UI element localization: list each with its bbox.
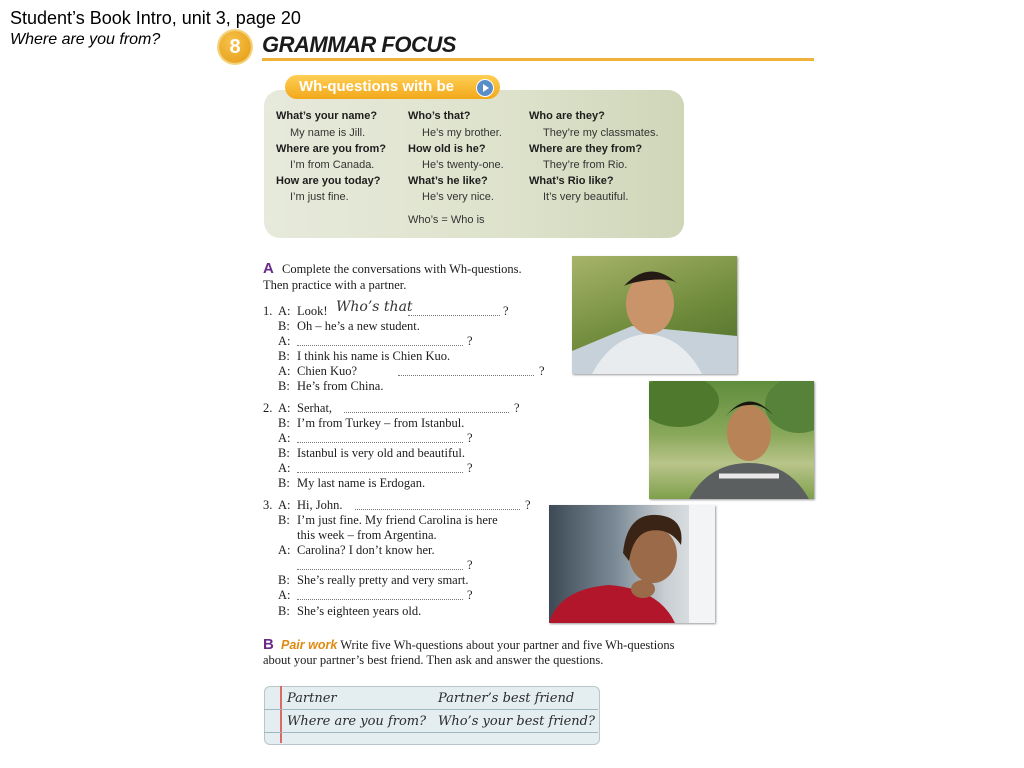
grammar-question: What’s he like?	[408, 175, 488, 187]
grammar-question: Where are you from?	[276, 143, 387, 155]
question-mark: ?	[503, 304, 509, 318]
notebook-margin-line	[280, 686, 282, 743]
dialogue-line: My last name is Erdogan.	[297, 476, 426, 490]
question-mark: ?	[467, 558, 473, 572]
answer-blank[interactable]	[297, 462, 463, 473]
dialogue-line: She’s really pretty and very smart.	[297, 573, 469, 587]
grammar-tab-label: Wh-questions with be	[285, 75, 500, 99]
section-number-badge: 8	[219, 31, 251, 63]
grammar-answer: He’s twenty-one.	[422, 159, 504, 171]
exercise-a-instruction: Then practice with a partner.	[263, 278, 407, 292]
conversation-number: 2.	[263, 401, 273, 415]
notebook-rule	[264, 709, 598, 710]
photo-young-man-smiling	[649, 381, 814, 499]
speaker-label: A:	[278, 431, 291, 445]
answer-blank[interactable]	[297, 589, 463, 600]
speaker-label: B:	[278, 416, 290, 430]
speaker-label: B:	[278, 573, 290, 587]
photo-young-woman-smiling	[549, 505, 715, 623]
dialogue-line: Chien Kuo?	[297, 364, 358, 378]
speaker-label: B:	[278, 604, 290, 618]
dialogue-line: Oh – he’s a new student.	[297, 319, 420, 333]
dialogue-line: She’s eighteen years old.	[297, 604, 422, 618]
grammar-question: Who are they?	[529, 110, 605, 122]
question-mark: ?	[514, 401, 520, 415]
conversation-number: 3.	[263, 498, 273, 512]
answer-blank[interactable]	[297, 559, 463, 570]
pair-work-label: Pair work	[281, 638, 338, 652]
speaker-label: A:	[278, 364, 291, 378]
exercise-letter-b: B	[263, 636, 274, 653]
grammar-answer: I’m from Canada.	[290, 159, 375, 171]
answer-blank[interactable]	[408, 305, 500, 316]
exercise-b-instruction	[281, 638, 675, 653]
dialogue-line: this week – from Argentina.	[297, 528, 437, 542]
answer-blank[interactable]	[344, 402, 509, 413]
speaker-label: B:	[278, 319, 290, 333]
exercise-letter-a: A	[263, 260, 274, 277]
notebook-example-question: Who’s your best friend?	[438, 714, 595, 729]
question-mark: ?	[539, 364, 545, 378]
grammar-answer: They’re from Rio.	[543, 159, 628, 171]
slide-title: Student’s Book Intro, unit 3, page 20	[10, 8, 301, 28]
dialogue-line: I think his name is Chien Kuo.	[297, 349, 451, 363]
speaker-label: B:	[278, 476, 290, 490]
speaker-label: B:	[278, 446, 290, 460]
speaker-label: A:	[278, 401, 291, 415]
dialogue-line: He’s from China.	[297, 379, 384, 393]
slide-subtitle: Where are you from?	[10, 31, 161, 48]
question-mark: ?	[467, 461, 473, 475]
notebook-example-question: Where are you from?	[287, 714, 427, 729]
handwritten-answer: Who’s that	[336, 299, 413, 315]
speaker-label: A:	[278, 588, 291, 602]
answer-blank[interactable]	[398, 365, 534, 376]
speaker-label: A:	[278, 334, 291, 348]
exercise-b-text: Write five Wh-questions about your partner and five Wh-questions	[340, 638, 675, 652]
speaker-label: B:	[278, 513, 290, 527]
dialogue-line: Istanbul is very old and beautiful.	[297, 446, 466, 460]
photo-young-man-looking-down	[572, 256, 737, 374]
conversation-number: 1.	[263, 304, 273, 318]
speaker-label: B:	[278, 379, 290, 393]
question-mark: ?	[467, 431, 473, 445]
exercise-b-instruction: about your partner’s best friend. Then ask and answer the questions.	[263, 653, 604, 667]
grammar-note: Who’s = Who is	[408, 214, 485, 226]
dialogue-line: I’m from Turkey – from Istanbul.	[297, 416, 465, 430]
grammar-answer: He’s very nice.	[422, 191, 494, 203]
answer-blank[interactable]	[297, 335, 463, 346]
answer-blank[interactable]	[297, 432, 463, 443]
answer-blank[interactable]	[355, 499, 520, 510]
speaker-label: A:	[278, 304, 291, 318]
grammar-question: What’s Rio like?	[529, 175, 614, 187]
speaker-label: B:	[278, 349, 290, 363]
notebook-header-partner: Partner	[287, 691, 337, 706]
grammar-answer: They’re my classmates.	[543, 127, 659, 139]
speaker-label: A:	[278, 498, 291, 512]
notebook-header-best-friend: Partner’s best friend	[438, 691, 575, 706]
speaker-label: A:	[278, 543, 291, 557]
notebook-rule	[264, 732, 598, 733]
grammar-answer: My name is Jill.	[290, 127, 366, 139]
dialogue-line: Serhat,	[297, 401, 333, 415]
question-mark: ?	[525, 498, 531, 512]
dialogue-line: Hi, John.	[297, 498, 343, 512]
grammar-question: Where are they from?	[529, 143, 643, 155]
grammar-question: What’s your name?	[276, 110, 378, 122]
speaker-label: A:	[278, 461, 291, 475]
grammar-answer: I’m just fine.	[290, 191, 349, 203]
grammar-answer: He’s my brother.	[422, 127, 502, 139]
section-title: GRAMMAR FOCUS	[262, 32, 456, 57]
dialogue-line: Carolina? I don’t know her.	[297, 543, 435, 557]
grammar-question: Who’s that?	[408, 110, 471, 122]
question-mark: ?	[467, 588, 473, 602]
exercise-a-instruction: Complete the conversations with Wh-questions.	[282, 262, 522, 276]
grammar-answer: It’s very beautiful.	[543, 191, 629, 203]
question-mark: ?	[467, 334, 473, 348]
dialogue-line: Look!	[297, 304, 328, 318]
audio-play-icon[interactable]	[476, 79, 494, 97]
section-divider	[262, 58, 814, 61]
dialogue-line: I’m just fine. My friend Carolina is here	[297, 513, 498, 527]
grammar-question: How are you today?	[276, 175, 381, 187]
grammar-question: How old is he?	[408, 143, 486, 155]
